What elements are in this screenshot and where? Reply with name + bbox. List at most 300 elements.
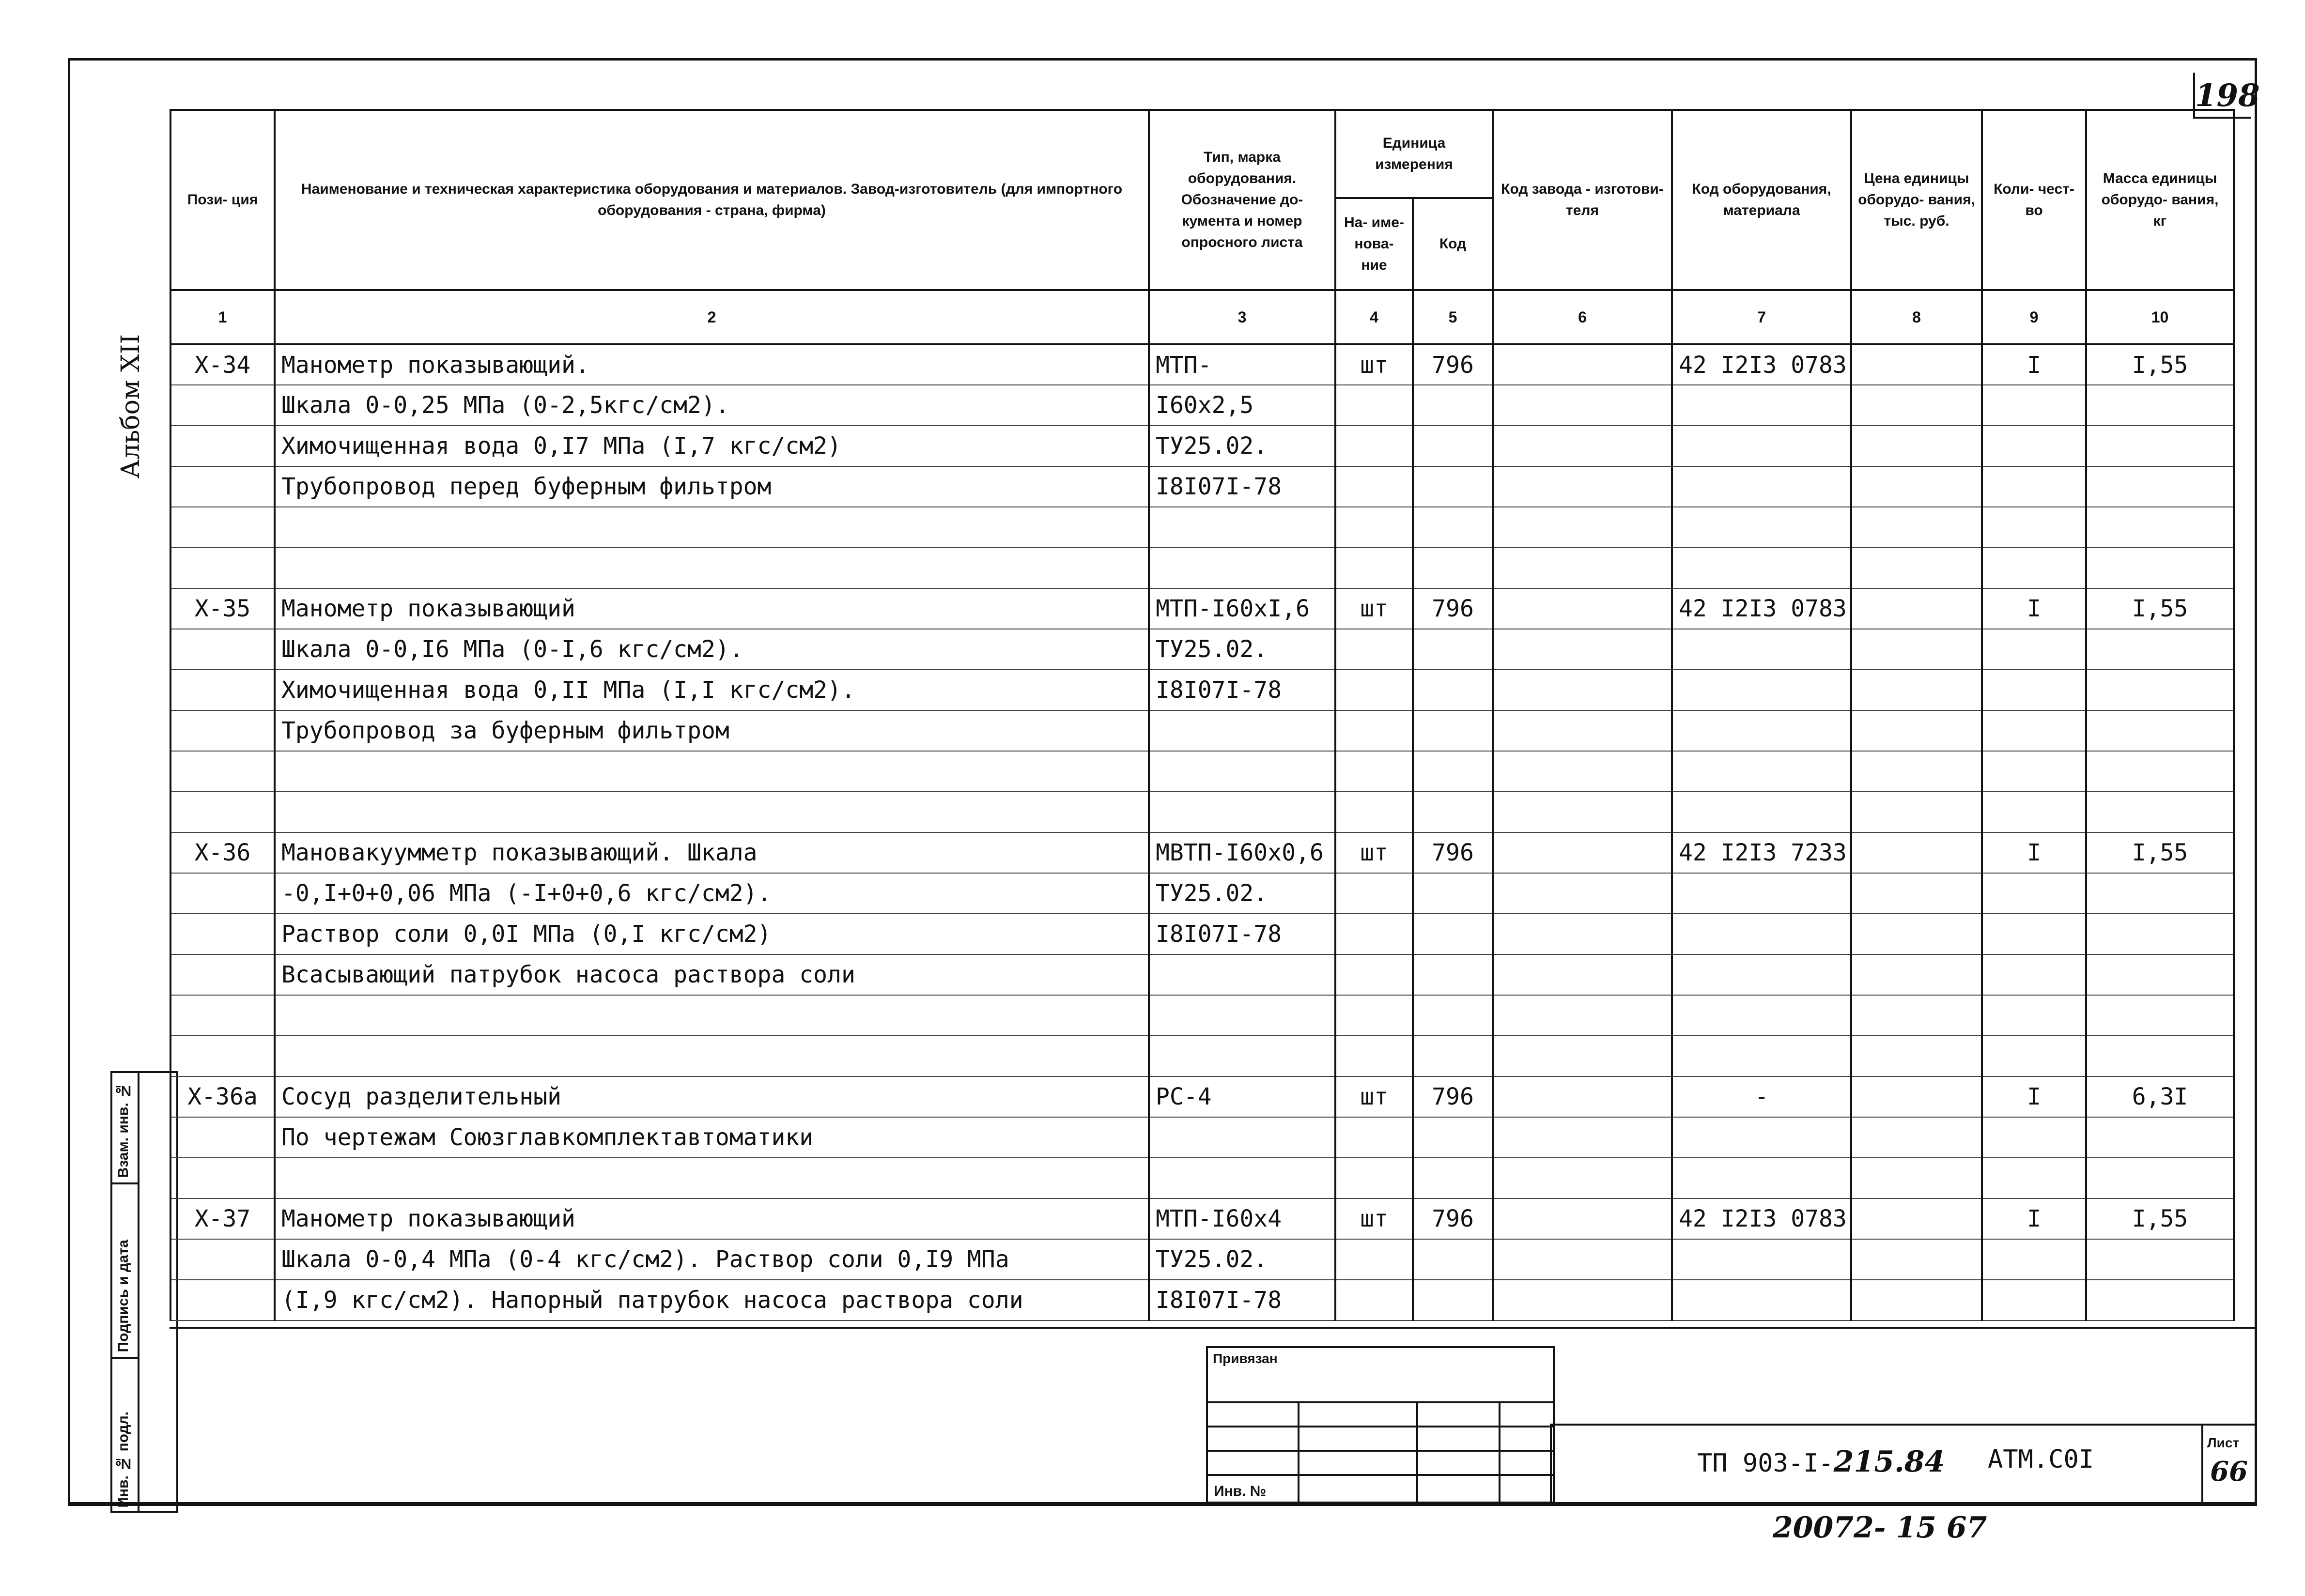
manufacturer-code-cell: [1493, 873, 1672, 914]
price-cell: [1851, 751, 1982, 792]
type-cell: [1149, 1117, 1335, 1158]
unit-cell: шт: [1335, 1076, 1413, 1117]
unit-cell: шт: [1335, 588, 1413, 629]
name-cell: Шкала 0-0,25 МПа (0-2,5кгс/см2).: [275, 385, 1149, 426]
manufacturer-code-cell: [1493, 670, 1672, 710]
unit-code-cell: [1413, 1280, 1493, 1320]
manufacturer-code-cell: [1493, 751, 1672, 792]
table-row: [170, 1117, 2234, 1158]
manufacturer-code-cell: [1493, 344, 1672, 385]
quantity-cell: [1982, 548, 2086, 588]
mass-cell: 6,3I: [2086, 1076, 2234, 1117]
mass-cell: [2086, 792, 2234, 832]
manufacturer-code-cell: [1493, 954, 1672, 995]
name-cell: Всасывающий патрубок насоса раствора соли: [275, 954, 1149, 995]
position-cell: [170, 385, 275, 426]
column-number: 8: [1851, 290, 1982, 344]
name-cell: [275, 751, 1149, 792]
mass-cell: [2086, 1036, 2234, 1076]
unit-code-cell: [1413, 995, 1493, 1036]
unit-cell: шт: [1335, 344, 1413, 385]
table-row: [170, 1239, 2234, 1280]
table-row: [170, 873, 2234, 914]
side-stamp-column: [110, 1071, 178, 1513]
manufacturer-code-cell: [1493, 629, 1672, 670]
mass-cell: [2086, 426, 2234, 466]
column-number: 2: [275, 290, 1149, 344]
price-cell: [1851, 873, 1982, 914]
position-cell: Х-36: [170, 832, 275, 873]
manufacturer-code-cell: [1493, 588, 1672, 629]
header-mass: Масса единицы оборудо- вания, кг: [2086, 110, 2234, 290]
table-row: [170, 344, 2234, 385]
stamp-divider: [1208, 1426, 1553, 1427]
equipment-code-cell: [1672, 629, 1851, 670]
price-cell: [1851, 629, 1982, 670]
mass-cell: [2086, 1239, 2234, 1280]
table-row: [170, 954, 2234, 995]
position-cell: [170, 873, 275, 914]
quantity-cell: [1982, 751, 2086, 792]
table-row: [170, 466, 2234, 507]
header-quantity: Коли- чест- во: [1982, 110, 2086, 290]
bottom-handwritten-number: 20072- 15 67: [1773, 1511, 1987, 1545]
manufacturer-code-cell: [1493, 466, 1672, 507]
price-cell: [1851, 914, 1982, 954]
manufacturer-code-cell: [1493, 710, 1672, 751]
equipment-code-cell: [1672, 1158, 1851, 1198]
quantity-cell: [1982, 670, 2086, 710]
type-cell: [1149, 507, 1335, 548]
unit-cell: [1335, 629, 1413, 670]
unit-cell: [1335, 1158, 1413, 1198]
position-cell: Х-34: [170, 344, 275, 385]
top-sheet-number: 198: [2193, 73, 2251, 119]
quantity-cell: [1982, 914, 2086, 954]
position-cell: [170, 710, 275, 751]
equipment-code-cell: 42 I2I3 7233: [1672, 832, 1851, 873]
equipment-code-cell: [1672, 1036, 1851, 1076]
unit-cell: [1335, 507, 1413, 548]
table-row: [170, 1158, 2234, 1198]
unit-cell: [1335, 426, 1413, 466]
mass-cell: I,55: [2086, 588, 2234, 629]
header-manufacturer-code: Код завода - изготови- теля: [1493, 110, 1672, 290]
mass-cell: [2086, 710, 2234, 751]
unit-cell: [1335, 751, 1413, 792]
name-cell: Химочищенная вода 0,I7 МПа (I,7 кгс/см2): [275, 426, 1149, 466]
price-cell: [1851, 1198, 1982, 1239]
mass-cell: [2086, 548, 2234, 588]
quantity-cell: [1982, 710, 2086, 751]
equipment-code-cell: [1672, 1280, 1851, 1320]
quantity-cell: [1982, 629, 2086, 670]
unit-cell: шт: [1335, 1198, 1413, 1239]
table-row: [170, 588, 2234, 629]
equipment-code-cell: 42 I2I3 0783: [1672, 1198, 1851, 1239]
type-cell: ТУ25.02.: [1149, 426, 1335, 466]
manufacturer-code-cell: [1493, 548, 1672, 588]
unit-cell: [1335, 710, 1413, 751]
mass-cell: I,55: [2086, 1198, 2234, 1239]
manufacturer-code-cell: [1493, 507, 1672, 548]
unit-code-cell: [1413, 507, 1493, 548]
manufacturer-code-cell: [1493, 1117, 1672, 1158]
position-cell: [170, 466, 275, 507]
mass-cell: [2086, 507, 2234, 548]
equipment-code-cell: [1672, 914, 1851, 954]
manufacturer-code-cell: [1493, 832, 1672, 873]
mass-cell: I,55: [2086, 344, 2234, 385]
original-inventory-label: Инв. № подл.: [115, 1412, 131, 1508]
manufacturer-code-cell: [1493, 1239, 1672, 1280]
unit-cell: [1335, 670, 1413, 710]
stamp-divider: [1298, 1401, 1299, 1502]
unit-code-cell: [1413, 466, 1493, 507]
unit-code-cell: [1413, 1239, 1493, 1280]
column-number: 1: [170, 290, 275, 344]
table-row: [170, 670, 2234, 710]
equipment-code-cell: 42 I2I3 0783: [1672, 344, 1851, 385]
stamp-divider: [1208, 1450, 1553, 1452]
quantity-cell: I: [1982, 588, 2086, 629]
stamp-divider: [1208, 1474, 1553, 1476]
manufacturer-code-cell: [1493, 792, 1672, 832]
replacement-inventory-cell: [112, 1073, 139, 1184]
unit-code-cell: 796: [1413, 588, 1493, 629]
price-cell: [1851, 1117, 1982, 1158]
signature-date-label: Подпись и дата: [115, 1239, 131, 1352]
quantity-cell: I: [1982, 1076, 2086, 1117]
unit-code-cell: [1413, 914, 1493, 954]
unit-code-cell: [1413, 792, 1493, 832]
mass-cell: [2086, 1280, 2234, 1320]
quantity-cell: [1982, 1239, 2086, 1280]
table-row: [170, 751, 2234, 792]
price-cell: [1851, 385, 1982, 426]
price-cell: [1851, 1239, 1982, 1280]
manufacturer-code-cell: [1493, 1036, 1672, 1076]
unit-cell: [1335, 466, 1413, 507]
header-unit-name: На- име- нова- ние: [1335, 198, 1413, 290]
header-price: Цена единицы оборудо- вания, тыс. руб.: [1851, 110, 1982, 290]
unit-cell: [1335, 873, 1413, 914]
name-cell: [275, 507, 1149, 548]
position-cell: [170, 1158, 275, 1198]
sheet-box: [2201, 1426, 2255, 1504]
table-row: [170, 426, 2234, 466]
type-cell: [1149, 954, 1335, 995]
type-cell: I8I07I-78: [1149, 1280, 1335, 1320]
type-cell: РС-4: [1149, 1076, 1335, 1117]
equipment-code-cell: [1672, 954, 1851, 995]
name-cell: Раствор соли 0,0I МПа (0,I кгс/см2): [275, 914, 1149, 954]
unit-code-cell: 796: [1413, 832, 1493, 873]
mass-cell: [2086, 1158, 2234, 1198]
column-number: 7: [1672, 290, 1851, 344]
position-cell: [170, 995, 275, 1036]
type-cell: [1149, 995, 1335, 1036]
price-cell: [1851, 1036, 1982, 1076]
quantity-cell: [1982, 1036, 2086, 1076]
mass-cell: [2086, 466, 2234, 507]
quantity-cell: [1982, 1158, 2086, 1198]
price-cell: [1851, 426, 1982, 466]
quantity-cell: [1982, 426, 2086, 466]
column-number: 6: [1493, 290, 1672, 344]
position-cell: [170, 914, 275, 954]
position-cell: Х-36а: [170, 1076, 275, 1117]
name-cell: [275, 792, 1149, 832]
mass-cell: [2086, 629, 2234, 670]
header-position: Пози- ция: [170, 110, 275, 290]
unit-cell: шт: [1335, 832, 1413, 873]
position-cell: [170, 426, 275, 466]
type-cell: I8I07I-78: [1149, 670, 1335, 710]
position-cell: [170, 1117, 275, 1158]
quantity-cell: [1982, 466, 2086, 507]
price-cell: [1851, 710, 1982, 751]
position-cell: [170, 751, 275, 792]
set-code: АТМ.С0I: [1988, 1445, 2094, 1474]
position-cell: [170, 792, 275, 832]
unit-code-cell: [1413, 426, 1493, 466]
equipment-table: [170, 109, 2235, 1321]
table-row: [170, 385, 2234, 426]
type-cell: МТП-I60хI,6: [1149, 588, 1335, 629]
header-unit-group: Единица измерения: [1335, 110, 1493, 198]
table-row: [170, 1036, 2234, 1076]
header-unit-code: Код: [1413, 198, 1493, 290]
type-cell: [1149, 792, 1335, 832]
type-cell: I8I07I-78: [1149, 466, 1335, 507]
sheet-label: Лист: [2207, 1435, 2240, 1450]
price-cell: [1851, 588, 1982, 629]
name-cell: Химочищенная вода 0,II МПа (I,I кгс/см2).: [275, 670, 1149, 710]
position-cell: [170, 1239, 275, 1280]
equipment-code-cell: -: [1672, 1076, 1851, 1117]
type-cell: I8I07I-78: [1149, 914, 1335, 954]
manufacturer-code-cell: [1493, 995, 1672, 1036]
price-cell: [1851, 507, 1982, 548]
equipment-code-cell: [1672, 466, 1851, 507]
mass-cell: [2086, 385, 2234, 426]
price-cell: [1851, 344, 1982, 385]
equipment-code-cell: [1672, 548, 1851, 588]
album-label: Альбом XII: [116, 334, 145, 479]
unit-code-cell: [1413, 629, 1493, 670]
name-cell: Сосуд разделительный: [275, 1076, 1149, 1117]
linked-stamp-block: [1206, 1346, 1555, 1504]
header-equipment-code: Код оборудования, материала: [1672, 110, 1851, 290]
quantity-cell: I: [1982, 344, 2086, 385]
table-row: [170, 507, 2234, 548]
unit-code-cell: [1413, 385, 1493, 426]
unit-code-cell: [1413, 954, 1493, 995]
name-cell: [275, 1036, 1149, 1076]
quantity-cell: [1982, 507, 2086, 548]
document-handwritten: 215.84: [1833, 1445, 1945, 1479]
name-cell: [275, 1158, 1149, 1198]
type-cell: МТП-I60х4: [1149, 1198, 1335, 1239]
type-cell: ТУ25.02.: [1149, 873, 1335, 914]
price-cell: [1851, 1158, 1982, 1198]
table-row: [170, 629, 2234, 670]
type-cell: МВТП-I60х0,6: [1149, 832, 1335, 873]
position-cell: [170, 670, 275, 710]
price-cell: [1851, 466, 1982, 507]
manufacturer-code-cell: [1493, 1280, 1672, 1320]
quantity-cell: [1982, 954, 2086, 995]
position-cell: Х-37: [170, 1198, 275, 1239]
position-cell: [170, 954, 275, 995]
name-cell: -0,I+0+0,06 МПа (-I+0+0,6 кгс/см2).: [275, 873, 1149, 914]
position-cell: [170, 1036, 275, 1076]
quantity-cell: [1982, 995, 2086, 1036]
table-body: [170, 344, 2234, 1320]
column-number: 5: [1413, 290, 1493, 344]
equipment-code-cell: [1672, 710, 1851, 751]
price-cell: [1851, 670, 1982, 710]
equipment-code-cell: [1672, 995, 1851, 1036]
table-row: [170, 1198, 2234, 1239]
position-cell: [170, 629, 275, 670]
mass-cell: [2086, 995, 2234, 1036]
price-cell: [1851, 832, 1982, 873]
name-cell: Трубопровод перед буферным фильтром: [275, 466, 1149, 507]
header-name: Наименование и техническая характеристика оборудования и материалов. Завод-изготовитель (для импортного оборудования - страна, фирма): [275, 110, 1149, 290]
type-cell: I60х2,5: [1149, 385, 1335, 426]
type-cell: [1149, 548, 1335, 588]
unit-code-cell: [1413, 1158, 1493, 1198]
unit-cell: [1335, 954, 1413, 995]
equipment-code-cell: [1672, 873, 1851, 914]
price-cell: [1851, 1076, 1982, 1117]
name-cell: По чертежам Союзглавкомплектавтоматики: [275, 1117, 1149, 1158]
quantity-cell: [1982, 873, 2086, 914]
unit-code-cell: [1413, 1036, 1493, 1076]
unit-cell: [1335, 1239, 1413, 1280]
unit-cell: [1335, 914, 1413, 954]
table-row: [170, 832, 2234, 873]
equipment-code-cell: [1672, 385, 1851, 426]
unit-cell: [1335, 1036, 1413, 1076]
stamp-divider: [1416, 1401, 1418, 1502]
name-cell: Шкала 0-0,I6 МПа (0-I,6 кгс/см2).: [275, 629, 1149, 670]
original-inventory-cell: [112, 1359, 139, 1513]
name-cell: Манометр показывающий: [275, 1198, 1149, 1239]
signature-date-cell: [112, 1184, 139, 1359]
manufacturer-code-cell: [1493, 1076, 1672, 1117]
equipment-code-cell: [1672, 792, 1851, 832]
table-row: [170, 914, 2234, 954]
stamp-divider: [1499, 1401, 1501, 1502]
type-cell: [1149, 1158, 1335, 1198]
unit-code-cell: [1413, 873, 1493, 914]
type-cell: [1149, 710, 1335, 751]
column-number: 4: [1335, 290, 1413, 344]
mass-cell: [2086, 751, 2234, 792]
quantity-cell: [1982, 1117, 2086, 1158]
table-row: [170, 1076, 2234, 1117]
mass-cell: [2086, 914, 2234, 954]
unit-code-cell: 796: [1413, 1076, 1493, 1117]
price-cell: [1851, 995, 1982, 1036]
unit-cell: [1335, 1117, 1413, 1158]
unit-cell: [1335, 385, 1413, 426]
mass-cell: [2086, 954, 2234, 995]
quantity-cell: [1982, 792, 2086, 832]
unit-code-cell: 796: [1413, 1198, 1493, 1239]
unit-cell: [1335, 548, 1413, 588]
position-cell: [170, 1280, 275, 1320]
quantity-cell: [1982, 1280, 2086, 1320]
replacement-inventory-label: Взам. инв. №: [115, 1082, 131, 1178]
equipment-code-cell: [1672, 751, 1851, 792]
quantity-cell: I: [1982, 832, 2086, 873]
quantity-cell: [1982, 385, 2086, 426]
column-number: 3: [1149, 290, 1335, 344]
title-block: [1550, 1424, 2255, 1504]
position-cell: [170, 548, 275, 588]
equipment-code-cell: [1672, 670, 1851, 710]
mass-cell: [2086, 670, 2234, 710]
inventory-label: Инв. №: [1214, 1483, 1267, 1499]
document-prefix: ТП 903-I-: [1697, 1449, 1834, 1478]
name-cell: Манометр показывающий.: [275, 344, 1149, 385]
mass-cell: I,55: [2086, 832, 2234, 873]
table-row: [170, 548, 2234, 588]
manufacturer-code-cell: [1493, 914, 1672, 954]
type-cell: [1149, 1036, 1335, 1076]
name-cell: Шкала 0-0,4 МПа (0-4 кгс/см2). Раствор соли 0,I9 МПа: [275, 1239, 1149, 1280]
equipment-code-cell: [1672, 426, 1851, 466]
quantity-cell: I: [1982, 1198, 2086, 1239]
price-cell: [1851, 1280, 1982, 1320]
name-cell: [275, 548, 1149, 588]
stamp-divider: [1208, 1401, 1553, 1403]
price-cell: [1851, 954, 1982, 995]
unit-code-cell: [1413, 670, 1493, 710]
header-type: Тип, марка оборудования. Обозначение до- кумента и номер опросного листа: [1149, 110, 1335, 290]
manufacturer-code-cell: [1493, 385, 1672, 426]
equipment-table-wrapper: [170, 109, 2233, 1321]
equipment-code-cell: 42 I2I3 0783: [1672, 588, 1851, 629]
unit-code-cell: 796: [1413, 344, 1493, 385]
equipment-code-cell: [1672, 507, 1851, 548]
table-row: [170, 792, 2234, 832]
manufacturer-code-cell: [1493, 1158, 1672, 1198]
unit-cell: [1335, 1280, 1413, 1320]
unit-cell: [1335, 792, 1413, 832]
equipment-code-cell: [1672, 1239, 1851, 1280]
price-cell: [1851, 792, 1982, 832]
table-row: [170, 710, 2234, 751]
manufacturer-code-cell: [1493, 426, 1672, 466]
sheet-value: 66: [2210, 1456, 2248, 1488]
document-number: [1697, 1445, 1945, 1479]
type-cell: ТУ25.02.: [1149, 629, 1335, 670]
position-cell: [170, 507, 275, 548]
type-cell: [1149, 751, 1335, 792]
table-row: [170, 1280, 2234, 1320]
unit-code-cell: [1413, 751, 1493, 792]
mass-cell: [2086, 873, 2234, 914]
price-cell: [1851, 548, 1982, 588]
column-number: 10: [2086, 290, 2234, 344]
table-row: [170, 995, 2234, 1036]
name-cell: (I,9 кгс/см2). Напорный патрубок насоса раствора соли: [275, 1280, 1149, 1320]
